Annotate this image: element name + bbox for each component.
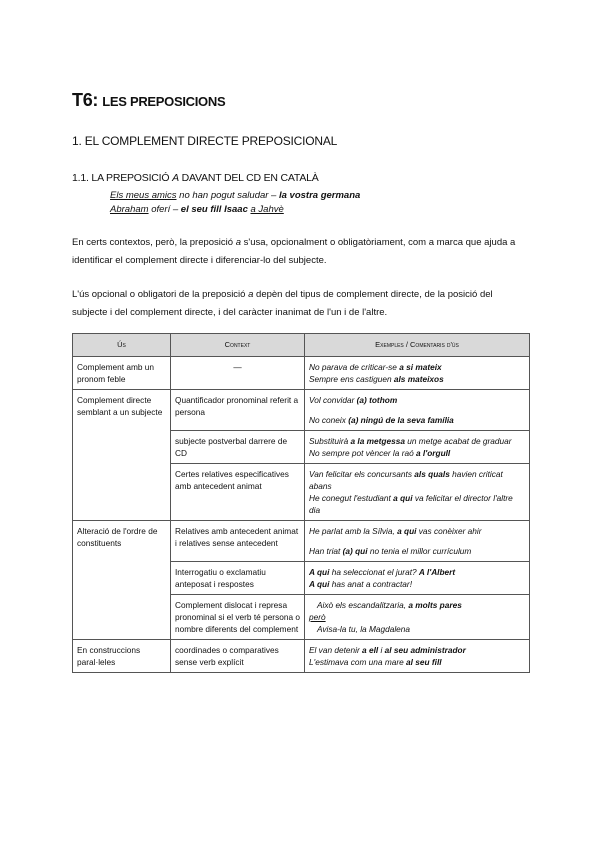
subsection-heading: 1.1. LA PREPOSICIÓ A DAVANT DEL CD EN CATALÀ [72, 172, 319, 184]
cell-use: Complement directe semblant a un subjecte [73, 390, 171, 521]
cell-context: Interrogatiu o exclamatiu anteposat i respostes [171, 562, 305, 595]
intro-examples [110, 189, 360, 217]
cell-examples: Van felicitar els concursants als quals havien criticat abans He conegut l'estudiant a qui va felicitar el director l'altre dia [305, 464, 530, 521]
cell-examples: No parava de criticar-se a si mateix Sempre ens castiguen als mateixos [305, 357, 530, 390]
cell-context: subjecte postverbal darrere de CD [171, 431, 305, 464]
table-row [73, 521, 530, 562]
cell-context: Relatives amb antecedent animat i relatives sense antecedent [171, 521, 305, 562]
example-line: Abraham oferí – el seu fill Isaac a Jahvè [110, 204, 284, 215]
cell-context: Quantificador pronominal referit a persona [171, 390, 305, 431]
paragraph-1: En certs contextos, però, la preposició a s'usa, opcionalment o obligatòriament, com a marca que ajuda a identificar el complement directe i diferenciar-lo del subjecte. [72, 237, 516, 266]
table-header-row [73, 334, 530, 357]
example-line: Els meus amics no han pogut saludar – la vostra germana [110, 190, 361, 201]
paragraph-2: L'ús opcional o obligatori de la preposició a depèn del tipus de complement directe, de la posició del subjecte i del complement directe, i del caràcter inanimat de l'un i de l'altre. [72, 289, 493, 318]
title-number: T6: [72, 90, 99, 110]
usage-table [72, 333, 530, 673]
cell-examples: Vol convidar (a) tothom No coneix (a) ningú de la seva família [305, 390, 530, 431]
table-row [73, 357, 530, 390]
page-title [72, 90, 225, 111]
table-row [73, 640, 530, 673]
cell-examples: Això els escandalitzaria, a molts pares però Avisa-la tu, la Magdalena [305, 595, 530, 640]
cell-use: En construccions paral·leles [73, 640, 171, 673]
cell-use: Alteració de l'ordre de constituents [73, 521, 171, 640]
cell-examples: El van detenir a ell i al seu administrador L'estimava com una mare al seu fill [305, 640, 530, 673]
title-text: LES PREPOSICIONS [102, 94, 226, 109]
cell-context: Complement dislocat i represa pronominal si el verb té persona o nombre diferents del complement [171, 595, 305, 640]
cell-examples: A qui ha seleccionat el jurat? A l'Albert A qui has anat a contractar! [305, 562, 530, 595]
section-heading: 1. EL COMPLEMENT DIRECTE PREPOSICIONAL [72, 134, 338, 148]
column-header-use: Ús [73, 334, 171, 357]
cell-examples: He parlat amb la Sílvia, a qui vas conèixer ahir Han triat (a) qui no tenia el millor currículum [305, 521, 530, 562]
cell-examples: Substituirà a la metgessa un metge acabat de graduar No sempre pot vèncer la raó a l'orgull [305, 431, 530, 464]
cell-use: Complement amb un pronom feble [73, 357, 171, 390]
table-row [73, 390, 530, 431]
column-header-context: Context [171, 334, 305, 357]
cell-context: — [171, 357, 305, 390]
cell-context: coordinades o comparatives sense verb explícit [171, 640, 305, 673]
column-header-examples: Exemples / Comentaris d'ús [305, 334, 530, 357]
cell-context: Certes relatives especificatives amb antecedent animat [171, 464, 305, 521]
